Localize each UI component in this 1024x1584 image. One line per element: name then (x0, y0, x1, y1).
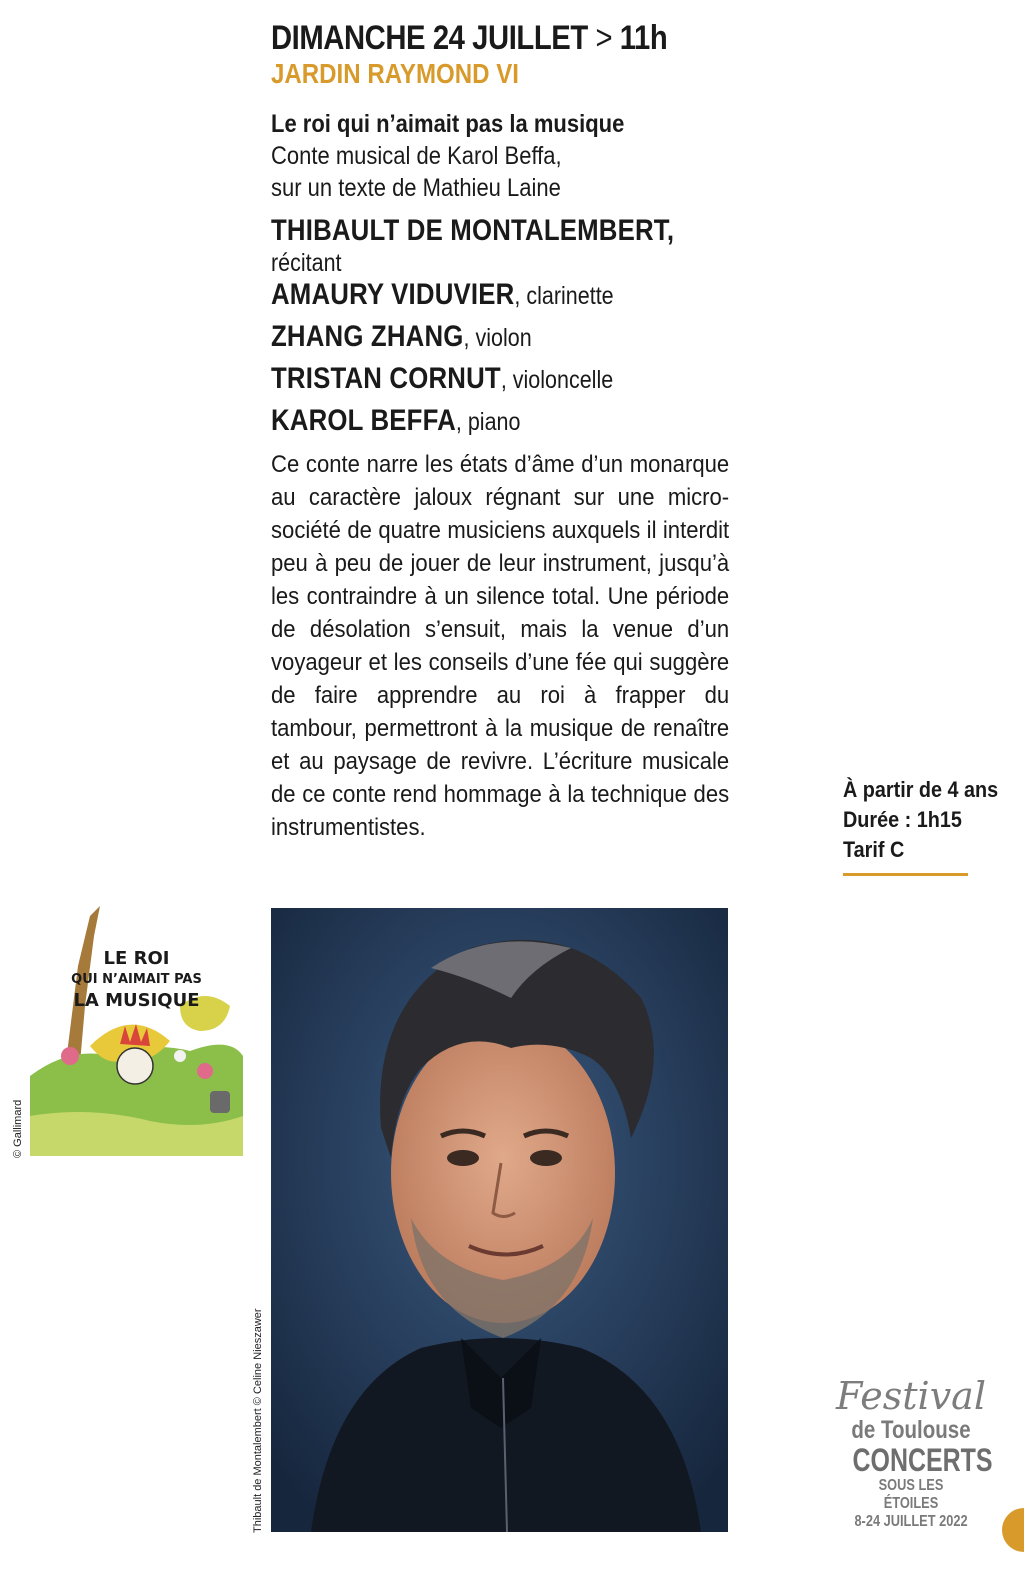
logo-city: de Toulouse (851, 1416, 971, 1444)
performer-name: THIBAULT DE MONTALEMBERT (271, 214, 667, 247)
performer-name: TRISTAN CORNUT (271, 362, 501, 395)
performer-role: violoncelle (512, 366, 614, 394)
performer-name: AMAURY VIDUVIER (271, 278, 515, 311)
event-info (843, 775, 1013, 876)
photo-credit: Thibault de Montalembert © Celine Nieszawer (252, 1308, 264, 1533)
book-title-line3: LA MUSIQUE (73, 990, 200, 1011)
info-divider (843, 873, 968, 876)
book-cover-art (30, 906, 243, 1156)
date-time-separator: > (595, 19, 613, 57)
performer-name: ZHANG ZHANG (271, 320, 464, 353)
performer-role: récitant (271, 249, 342, 277)
performers-list (271, 212, 741, 444)
book-title-line2: QUI N’AIMAIT PAS (71, 972, 202, 987)
festival-logo (836, 1374, 993, 1535)
event-header (271, 18, 731, 90)
book-cover-illustration (30, 906, 243, 1156)
description-text: Ce conte narre les états d’âme d’un monarque au caractère jaloux régnant sur une micro-société de quatre musiciens auxquels il interdit peu à peu de jouer de leur instrument, jusqu’à les contraindre à un silence total. Une période de désolation s’ensuit, mais la venue d’un voyageur et les conseils d’une fée qui suggère de faire apprendre au roi à frapper du tambour, permettront à la musique de renaître et au paysage de revivre. L’écriture musicale de ce conte rend hommage à la technique des instrumentistes. (271, 451, 730, 841)
tarif-label: Tarif (843, 837, 885, 862)
work-subtitle-line2: sur un texte de Mathieu Laine (271, 174, 561, 202)
page-tab-marker (1002, 1508, 1024, 1552)
logo-concerts: CONCERTS (852, 1442, 993, 1478)
performer: ZHANG ZHANG, violon (271, 320, 532, 353)
event-time: 11h (619, 19, 668, 57)
work-subtitle-line1: Conte musical de Karol Beffa, (271, 142, 562, 170)
duration-info: Durée : 1h15 (843, 807, 962, 832)
program-block (271, 108, 741, 204)
tarif-info (843, 835, 996, 865)
age-info: À partir de 4 ans (843, 777, 999, 802)
performer: TRISTAN CORNUT, violoncelle (271, 362, 614, 395)
logo-subtitle: SOUS LES ÉTOILES (878, 1477, 944, 1512)
performer-role: piano (467, 408, 521, 436)
book-credit: © Gallimard (12, 1099, 24, 1158)
tarif-value: C (889, 837, 905, 862)
performer-name: KAROL BEFFA (271, 404, 456, 437)
event-date: DIMANCHE 24 JUILLET (271, 19, 588, 57)
performer: AMAURY VIDUVIER, clarinette (271, 278, 614, 311)
portrait-photo (271, 908, 728, 1532)
event-venue: JARDIN RAYMOND VI (271, 58, 519, 89)
logo-dates: 8-24 JUILLET 2022 (854, 1513, 968, 1530)
performer-role: clarinette (526, 282, 614, 310)
event-date-time (271, 18, 667, 58)
performer: THIBAULT DE MONTALEMBERT, récitant (271, 214, 675, 277)
logo-festival: Festival (836, 1374, 986, 1418)
portrait-art (271, 908, 728, 1532)
book-title-line1: LE ROI (103, 948, 170, 969)
work-title: Le roi qui n’aimait pas la musique (271, 110, 625, 138)
event-description (271, 448, 729, 844)
performer-role: violon (475, 324, 532, 352)
performer: KAROL BEFFA, piano (271, 404, 521, 437)
